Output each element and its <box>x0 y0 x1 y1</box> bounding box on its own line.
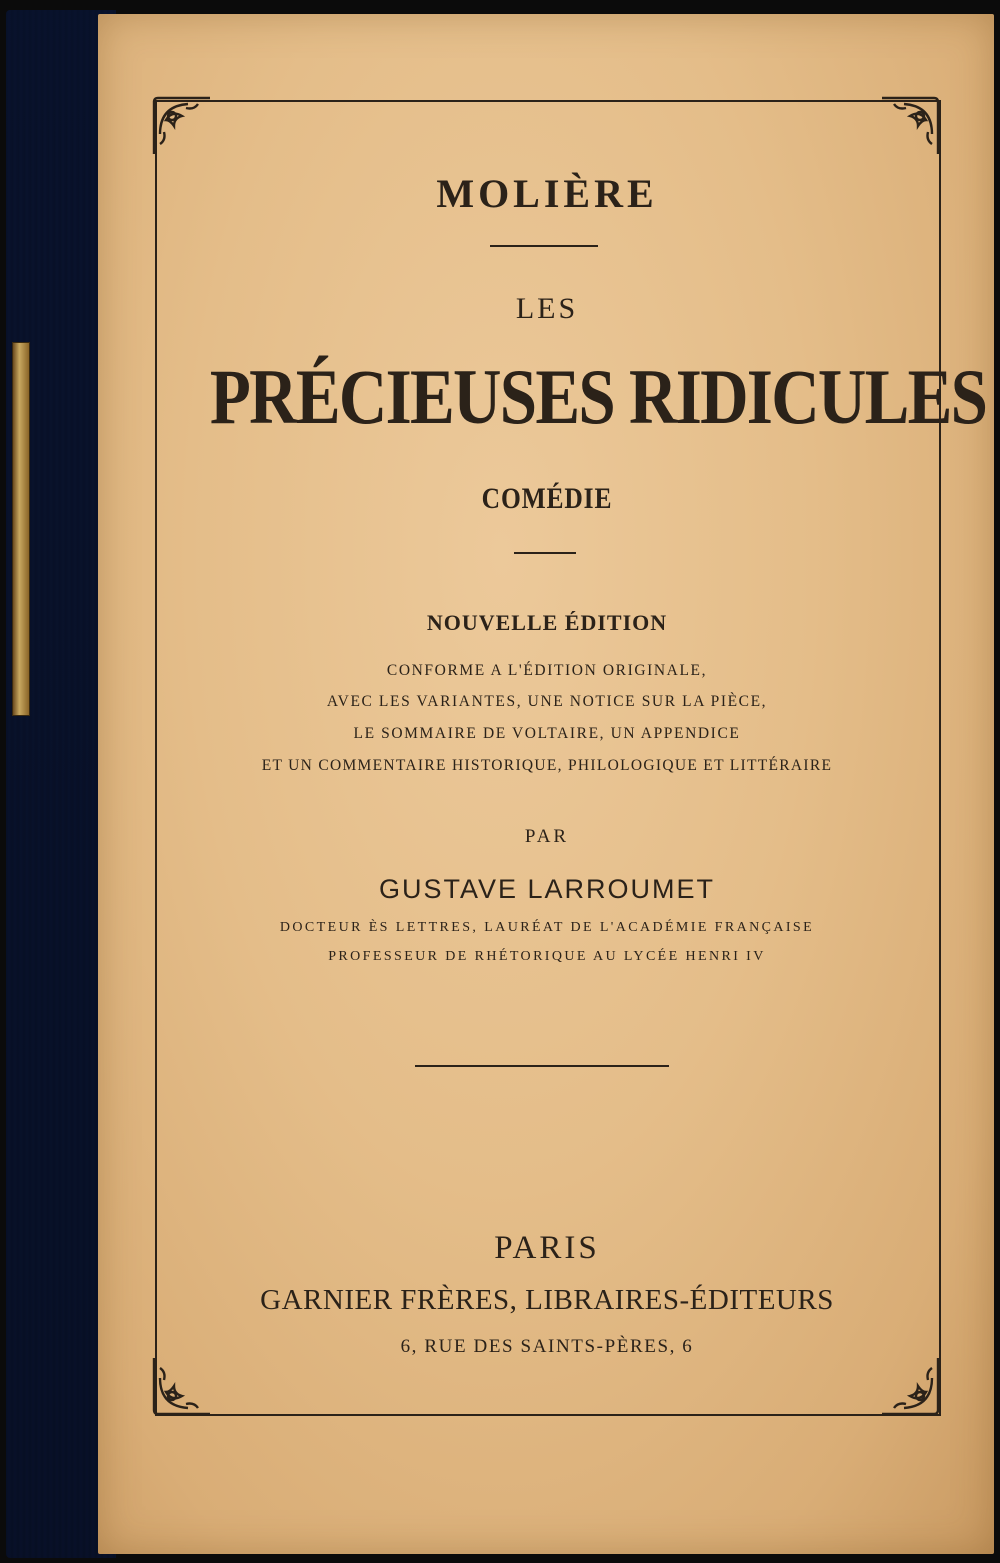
editor-title-line: DOCTEUR ÈS LETTRES, LAURÉAT DE L'ACADÉMIE FRANÇAISE <box>279 920 815 935</box>
corner-ornament-icon <box>878 94 942 158</box>
publisher-name: GARNIER FRÈRES, LIBRAIRES-ÉDITEURS <box>260 1284 834 1316</box>
divider <box>490 245 598 247</box>
description-line: ET UN COMMENTAIRE HISTORIQUE, PHILOLOGIQUE ET LITTÉRAIRE <box>261 757 833 774</box>
by-label: PAR <box>524 826 570 847</box>
edition-label: NOUVELLE ÉDITION <box>426 610 668 635</box>
divider <box>415 1065 669 1067</box>
divider <box>514 552 576 554</box>
corner-ornament-icon <box>150 1354 214 1418</box>
corner-ornament-icon <box>150 94 214 158</box>
corner-ornament-icon <box>878 1354 942 1418</box>
genre: COMÉDIE <box>481 482 613 515</box>
description-line: AVEC LES VARIANTES, UNE NOTICE SUR LA PIÈCE, <box>326 693 768 710</box>
publisher-address: 6, RUE DES SAINTS-PÈRES, 6 <box>400 1336 694 1357</box>
author-name: MOLIÈRE <box>436 171 658 216</box>
description-line: LE SOMMAIRE DE VOLTAIRE, UN APPENDICE <box>353 725 741 742</box>
book-title: PRÉCIEUSES RIDICULES <box>209 353 987 440</box>
spine-label <box>12 342 30 716</box>
title-prefix: LES <box>515 292 579 325</box>
editor-name: GUSTAVE LARROUMET <box>378 874 716 904</box>
editor-title-line: PROFESSEUR DE RHÉTORIQUE AU LYCÉE HENRI IV <box>328 949 766 964</box>
description-line: CONFORME A L'ÉDITION ORIGINALE, <box>386 662 708 679</box>
publisher-city: PARIS <box>494 1230 600 1266</box>
